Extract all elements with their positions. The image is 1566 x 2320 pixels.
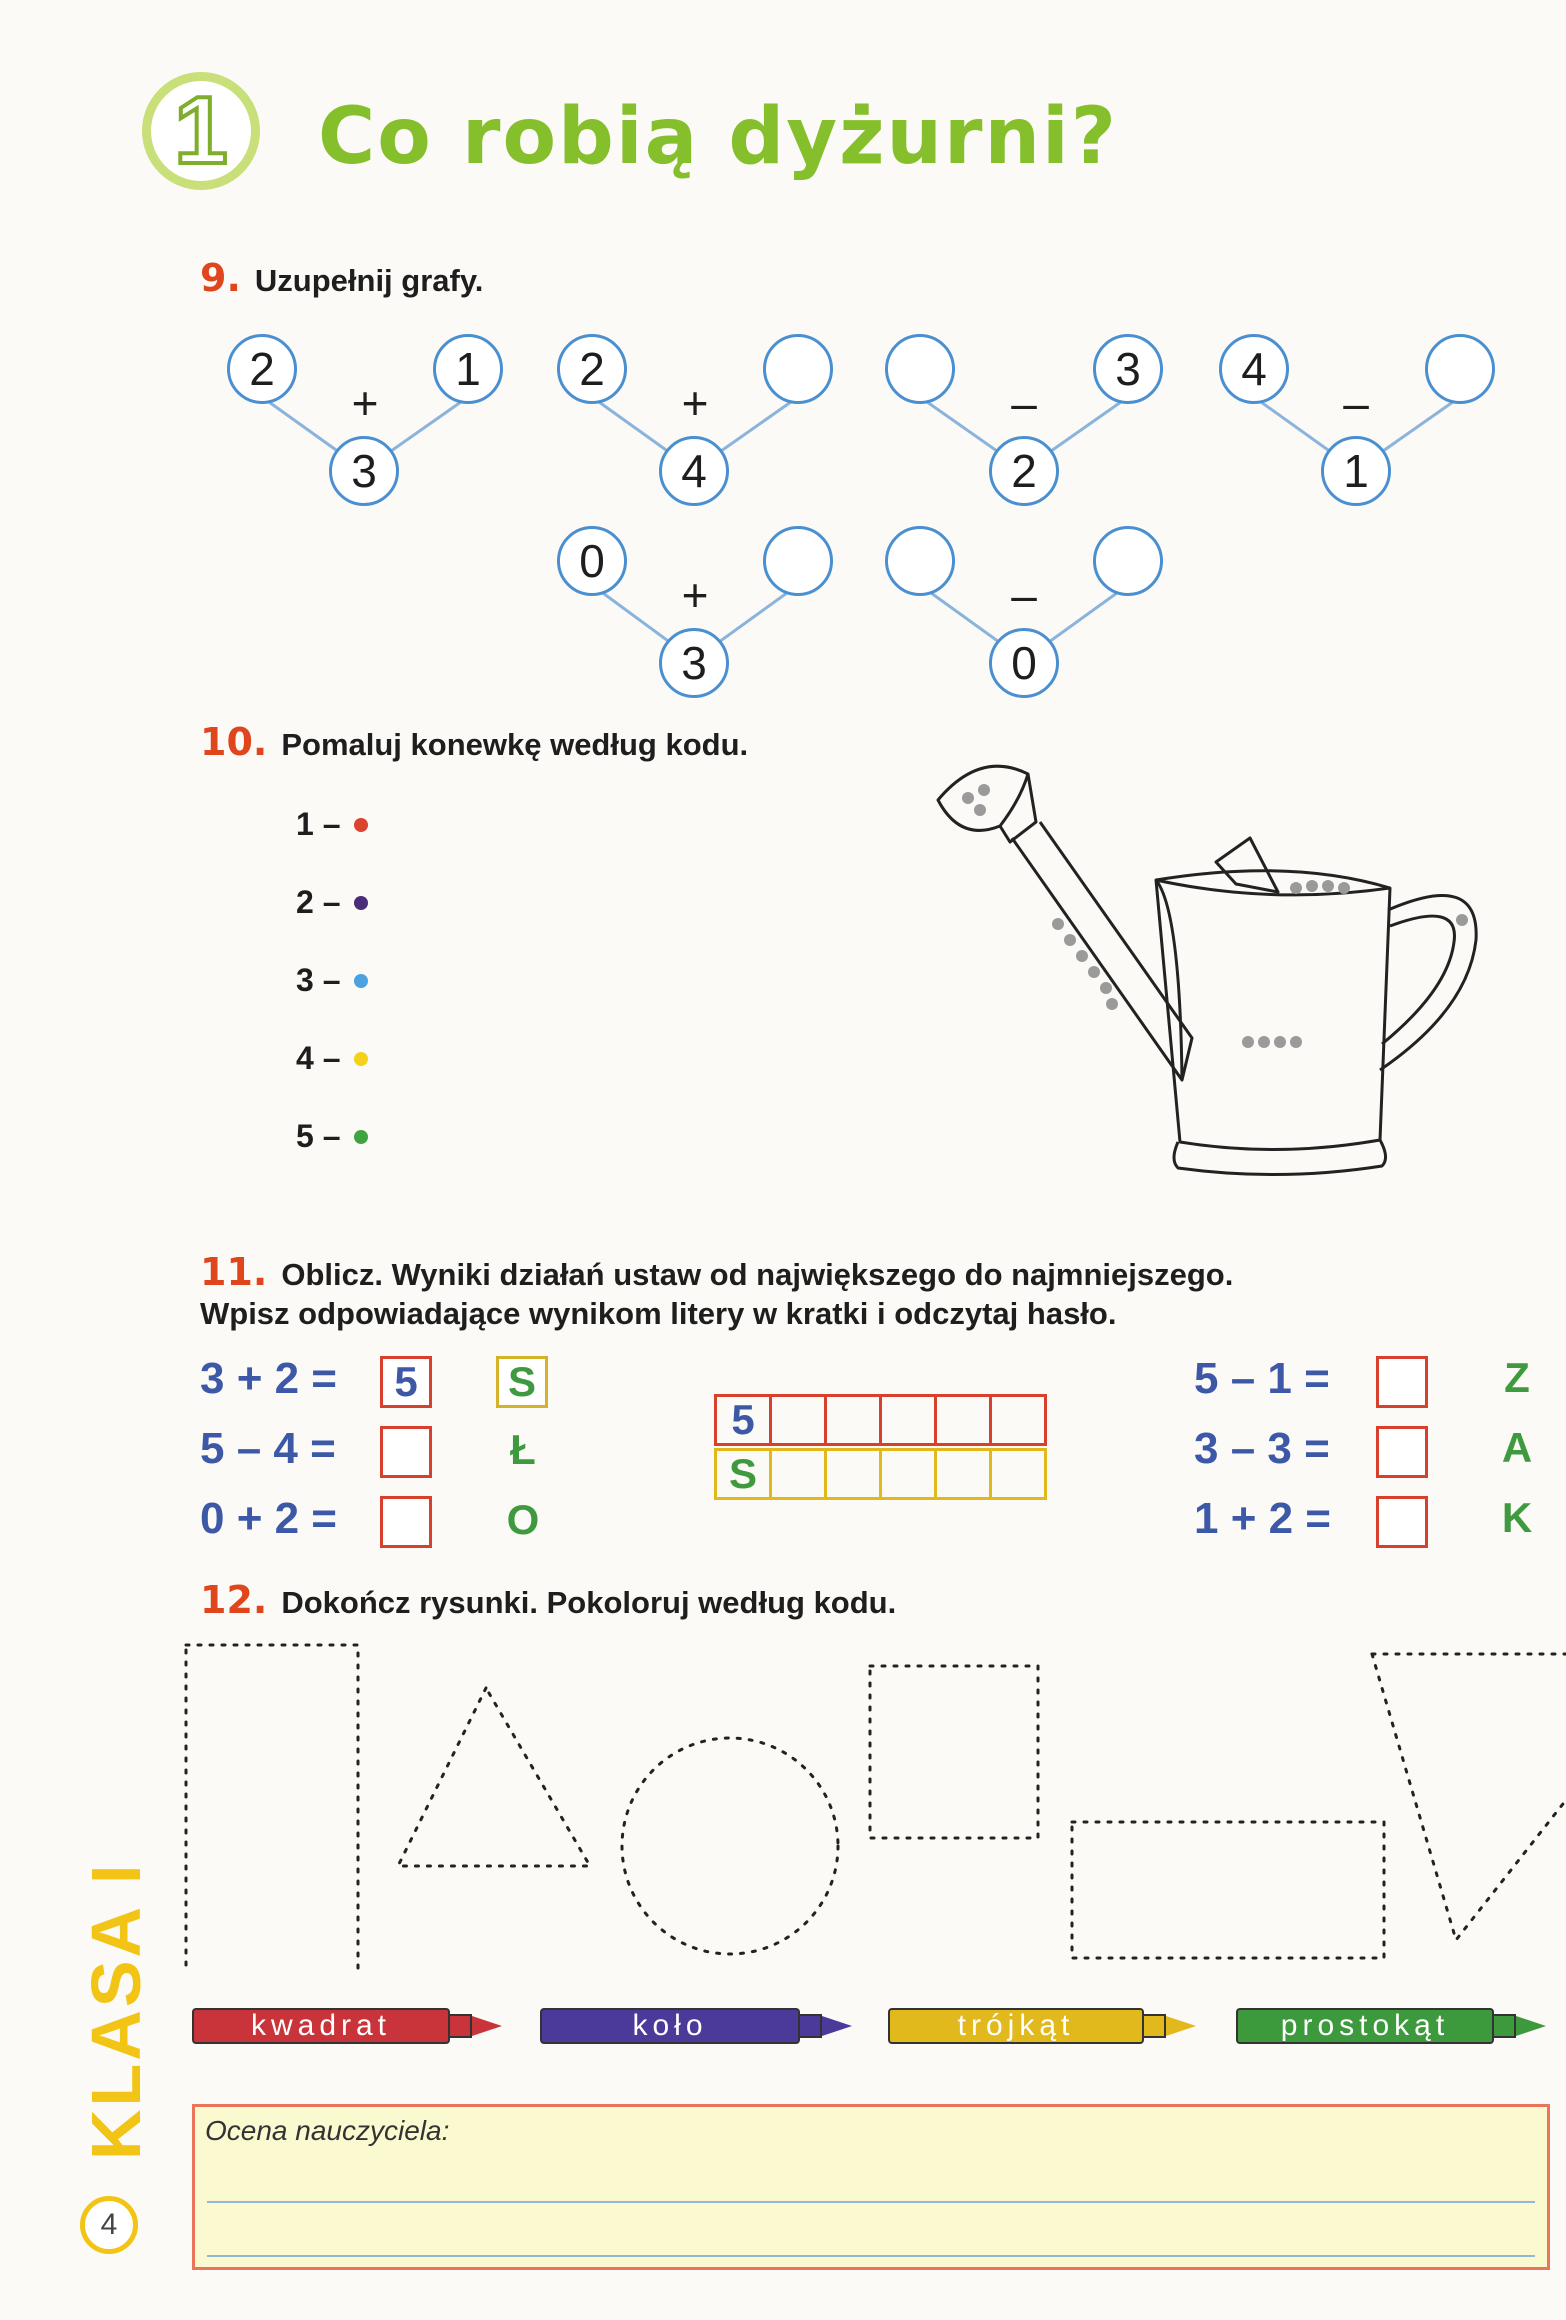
- marker-prostokat: [1236, 2008, 1546, 2044]
- exercise-instruction-line-2: Wpisz odpowiadające wynikom litery w kratki i odczytaj hasło.: [200, 1296, 1117, 1331]
- marker-tip-icon: [1516, 2016, 1546, 2036]
- letter-k: K: [1501, 1494, 1533, 1541]
- exercise-number: 12.: [200, 1578, 268, 1622]
- marker-cap: [800, 2014, 822, 2038]
- letter-l: Ł: [510, 1426, 536, 1473]
- answer-box-4[interactable]: [1376, 1356, 1428, 1408]
- grid-number-cell[interactable]: [989, 1394, 1047, 1446]
- graph-2-bottom-node: 4: [659, 436, 729, 506]
- grade-label: KLASA I: [77, 1861, 155, 2160]
- graph-4-left-node: 4: [1219, 334, 1289, 404]
- yellow-dot-icon: [354, 1052, 368, 1066]
- graph-5-right-node[interactable]: [763, 526, 833, 596]
- writing-line: [207, 2201, 1535, 2203]
- marker-cap: [1144, 2014, 1166, 2038]
- grid-number-cell[interactable]: [769, 1394, 827, 1446]
- teacher-assessment-label: Ocena nauczyciela:: [205, 2115, 450, 2146]
- grid-letter-cell[interactable]: [989, 1448, 1047, 1500]
- graph-4-bottom-node: 1: [1321, 436, 1391, 506]
- exercise-number: 11.: [200, 1250, 268, 1294]
- equation-1: 3 + 2 =: [200, 1354, 338, 1403]
- marker-cap: [1494, 2014, 1516, 2038]
- marker-label: prostokąt: [1236, 2008, 1494, 2044]
- graph-2-right-node[interactable]: [763, 334, 833, 404]
- answer-box-6[interactable]: [1376, 1496, 1428, 1548]
- exercise-instruction: Pomaluj konewkę według kodu.: [281, 727, 749, 762]
- blue-dot-icon: [354, 974, 368, 988]
- marker-tip-icon: [1166, 2016, 1196, 2036]
- answer-box-1[interactable]: 5: [380, 1356, 432, 1408]
- graph-4-right-node[interactable]: [1425, 334, 1495, 404]
- marker-label: koło: [540, 2008, 800, 2044]
- graph-1-bottom-node: 3: [329, 436, 399, 506]
- marker-tip-icon: [472, 2016, 502, 2036]
- page-title: Co robią dyżurni?: [318, 92, 1118, 182]
- watering-can-drawing[interactable]: [920, 750, 1560, 1250]
- green-dot-icon: [354, 1130, 368, 1144]
- exercise-12-heading: [200, 1578, 896, 1622]
- dotted-triangle: [398, 1688, 590, 1866]
- grid-letter-cell[interactable]: [934, 1448, 992, 1500]
- graph-6-operator: –: [1011, 569, 1037, 621]
- teacher-assessment-box[interactable]: [192, 2104, 1550, 2270]
- answer-box-3[interactable]: [380, 1496, 432, 1548]
- equation-2: 5 – 4 =: [200, 1424, 336, 1473]
- legend-label: 4 –: [296, 1040, 341, 1076]
- dotted-circle: [622, 1738, 838, 1954]
- graph-1-left-node: 2: [227, 334, 297, 404]
- equation-4: 5 – 1 =: [1194, 1354, 1330, 1403]
- color-legend-1: [296, 806, 368, 843]
- dotted-rectangle-right: [1072, 1822, 1384, 1958]
- color-legend-3: [296, 962, 368, 999]
- equation-3: 0 + 2 =: [200, 1494, 338, 1543]
- graph-3-left-node[interactable]: [885, 334, 955, 404]
- graph-1-operator: +: [351, 377, 379, 429]
- marker-tip-icon: [822, 2016, 852, 2036]
- purple-dot-icon: [354, 896, 368, 910]
- exercise-10-heading: [200, 720, 748, 764]
- writing-line: [207, 2255, 1535, 2257]
- number-grid: [714, 1394, 1044, 1446]
- letter-box-s: S: [496, 1356, 548, 1408]
- color-legend-5: [296, 1118, 368, 1155]
- graph-4-operator: –: [1343, 377, 1369, 429]
- page-number: 4: [80, 2196, 138, 2254]
- color-legend-2: [296, 884, 368, 921]
- graph-2-operator: +: [681, 377, 709, 429]
- color-legend-4: [296, 1040, 368, 1077]
- graph-2-left-node: 2: [557, 334, 627, 404]
- marker-trojkat: [888, 2008, 1196, 2044]
- graph-6-bottom-node: 0: [989, 628, 1059, 698]
- marker-cap: [450, 2014, 472, 2038]
- exercise-number: 10.: [200, 720, 268, 764]
- grid-number-cell[interactable]: 5: [714, 1394, 772, 1446]
- dotted-shapes[interactable]: [0, 1630, 1566, 1970]
- exercise-number: 9.: [200, 256, 241, 300]
- grid-number-cell[interactable]: [879, 1394, 937, 1446]
- red-dot-icon: [354, 818, 368, 832]
- dotted-rectangle-left: [186, 1645, 358, 1970]
- graph-5-left-node: 0: [557, 526, 627, 596]
- grid-letter-cell[interactable]: [824, 1448, 882, 1500]
- legend-label: 1 –: [296, 806, 341, 842]
- exercise-11-heading: [200, 1250, 1233, 1332]
- graph-3-operator: –: [1011, 377, 1037, 429]
- graph-5-operator: +: [681, 569, 709, 621]
- letter-a: A: [1501, 1424, 1533, 1471]
- exercise-instruction: Uzupełnij grafy.: [254, 263, 484, 298]
- marker-kwadrat: [192, 2008, 502, 2044]
- graph-6-left-node[interactable]: [885, 526, 955, 596]
- exercise-instruction-line-1: Oblicz. Wyniki działań ustaw od największego do najmniejszego.: [281, 1257, 1234, 1292]
- graph-5-bottom-node: 3: [659, 628, 729, 698]
- graph-3-bottom-node: 2: [989, 436, 1059, 506]
- grid-number-cell[interactable]: [934, 1394, 992, 1446]
- equation-5: 3 – 3 =: [1194, 1424, 1330, 1473]
- exercise-instruction: Dokończ rysunki. Pokoloruj według kodu.: [281, 1585, 897, 1620]
- legend-label: 3 –: [296, 962, 341, 998]
- legend-label: 5 –: [296, 1118, 341, 1154]
- graph-6-right-node[interactable]: [1093, 526, 1163, 596]
- marker-label: trójkąt: [888, 2008, 1144, 2044]
- marker-kolo: [540, 2008, 852, 2044]
- letter-z: Z: [1504, 1354, 1530, 1401]
- grid-letter-cell[interactable]: [879, 1448, 937, 1500]
- legend-label: 2 –: [296, 884, 341, 920]
- chapter-number: 1: [174, 77, 228, 184]
- answer-box-2[interactable]: [380, 1426, 432, 1478]
- graph-3-right-node: 3: [1093, 334, 1163, 404]
- answer-box-5[interactable]: [1376, 1426, 1428, 1478]
- dotted-square: [870, 1666, 1038, 1838]
- letter-o: O: [506, 1496, 540, 1543]
- grid-number-cell[interactable]: [824, 1394, 882, 1446]
- marker-label: kwadrat: [192, 2008, 450, 2044]
- grid-letter-cell[interactable]: S: [714, 1448, 772, 1500]
- letter-grid: [714, 1448, 1044, 1500]
- graph-1-right-node: 1: [433, 334, 503, 404]
- equation-6: 1 + 2 =: [1194, 1494, 1332, 1543]
- grid-letter-cell[interactable]: [769, 1448, 827, 1500]
